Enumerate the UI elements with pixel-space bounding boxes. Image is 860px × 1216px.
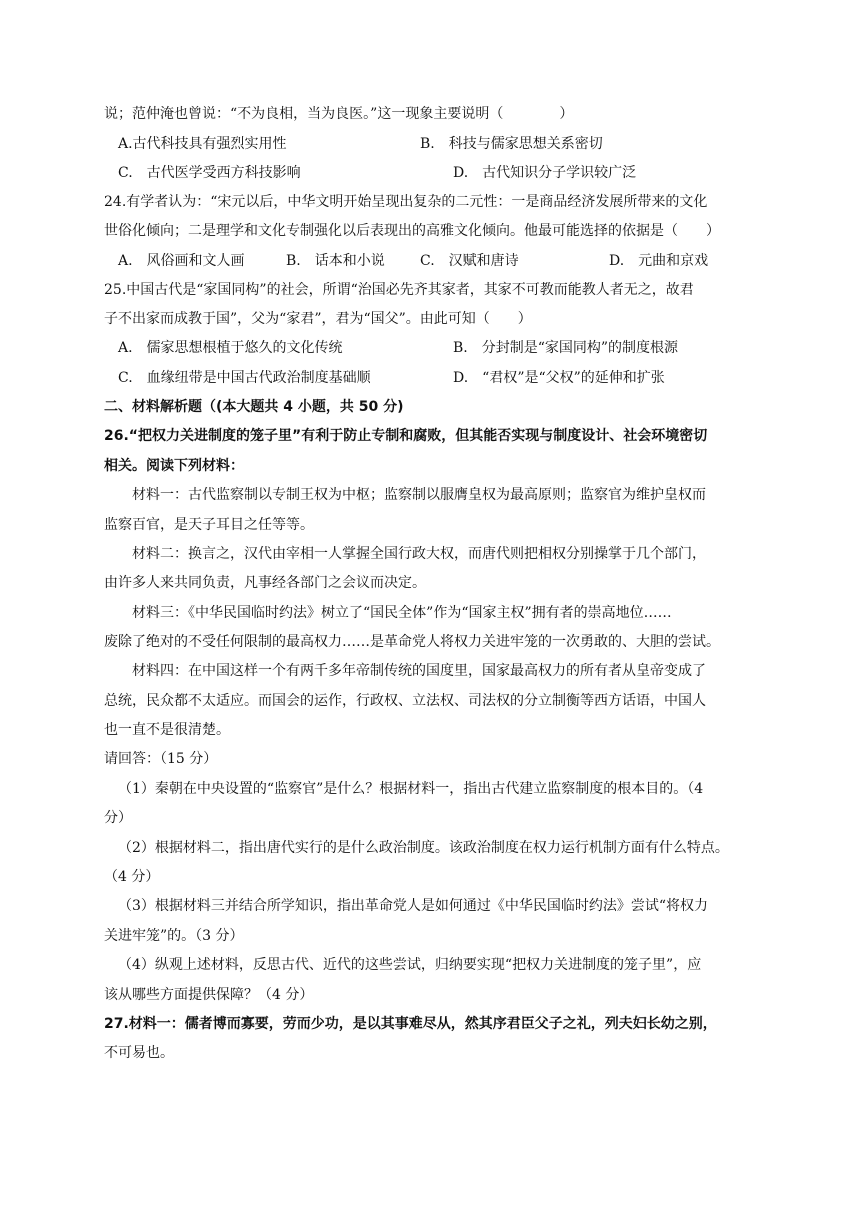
- q26-part-2-line1: （2）根据材料二，指出唐代实行的是什么政治制度。该政治制度在权力运行机制方面有什么特点。: [118, 840, 729, 856]
- q26-part-4-line1: （4）纵观上述材料，反思古代、近代的这些尝试，归纳要实现“把权力关进制度的笼子里”，应: [118, 957, 702, 973]
- q25-option-c: C. 血缘纽带是中国古代政治制度基础顺: [118, 370, 371, 386]
- q26-part-1-line2: 分）: [104, 810, 132, 826]
- q23-stem-tail: 说；范仲淹也曾说：“不为良相，当为良医。”这一现象主要说明（ ）: [104, 106, 574, 122]
- q26-material-1-line2: 监察百官，是天子耳目之任等等。: [104, 517, 314, 533]
- q26-part-2-line2: （4 分）: [104, 869, 160, 885]
- q26-material-3-line2: 废除了绝对的不受任何限制的最高权力……是革命党人将权力关进牢笼的一次勇敢的、大胆的尝试。: [104, 634, 720, 650]
- q26-material-4-line2: 总统，民众都不太适应。而国会的运作，行政权、立法权、司法权的分立制衡等西方话语，中国人: [104, 693, 706, 709]
- q25-stem-line2: 子不出家而成教于国”，父为“家君”，君为“国父”。由此可知（ ）: [104, 311, 532, 327]
- q26-material-3-line1: 材料三：《中华民国临时约法》树立了“国民全体”作为“国家主权”拥有者的崇高地位……: [132, 605, 672, 621]
- q26-answer-prompt: 请回答：（15 分）: [104, 751, 218, 767]
- q26-material-2-line1: 材料二：换言之，汉代由宰相一人掌握全国行政大权，而唐代则把相权分别操掌于几个部门，: [132, 546, 706, 562]
- q27-stem-line2: 不可易也。: [104, 1045, 174, 1061]
- q25-option-b: B. 分封制是“家国同构”的制度根源: [453, 340, 679, 356]
- q24-stem-line1: 24.有学者认为：“宋元以后，中华文明开始呈现出复杂的二元性：一是商品经济发展所带来的文化: [104, 194, 708, 210]
- q26-stem-line2: 相关。阅读下列材料：: [104, 458, 244, 474]
- q25-option-a: A. 儒家思想根植于悠久的文化传统: [118, 340, 343, 356]
- q26-part-3-line2: 关进牢笼”的。（3 分）: [104, 928, 244, 944]
- q24-option-d: D. 元曲和京戏: [609, 253, 709, 269]
- q25-stem-line1: 25.中国古代是“家国同构”的社会，所谓“治国必先齐其家者，其家不可教而能教人者无之，故君: [104, 282, 694, 298]
- section-2-title: 二、材料解析题（(本大题共 4 小题，共 50 分): [104, 399, 404, 415]
- q24-option-b: B. 话本和小说: [286, 253, 385, 269]
- q23-option-d: D. 古代知识分子学识较广泛: [453, 165, 637, 181]
- q26-material-2-line2: 由许多人来共同负责，凡事经各部门之会议而决定。: [104, 575, 426, 591]
- q26-part-4-line2: 该从哪些方面提供保障？（4 分）: [104, 987, 314, 1003]
- q26-part-1-line1: （1）秦朝在中央设置的“监察官”是什么？根据材料一，指出古代建立监察制度的根本目的。（4: [118, 781, 704, 797]
- q27-stem-line1: 27.材料一：儒者博而寡要，劳而少功，是以其事难尽从，然其序君臣父子之礼，列夫妇长幼之别，: [104, 1016, 717, 1032]
- q26-stem-line1: 26.“把权力关进制度的笼子里”有利于防止专制和腐败，但其能否实现与制度设计、社会环境密切: [104, 428, 708, 444]
- q24-stem-line2: 世俗化倾向；二是理学和文化专制强化以后表现出的高雅文化倾向。他最可能选择的依据是（ ）: [104, 223, 720, 239]
- q26-material-4-line1: 材料四：在中国这样一个有两千多年帝制传统的国度里，国家最高权力的所有者从皇帝变成了: [132, 663, 706, 679]
- q24-option-c: C. 汉赋和唐诗: [420, 253, 519, 269]
- q26-material-4-line3: 也一直不是很清楚。: [104, 722, 230, 738]
- q26-material-1-line1: 材料一：古代监察制以专制王权为中枢；监察制以服膺皇权为最高原则；监察官为维护皇权而: [132, 487, 706, 503]
- q23-option-c: C. 古代医学受西方科技影响: [118, 165, 301, 181]
- q23-option-a: A.古代科技具有强烈实用性: [118, 136, 287, 152]
- q26-part-3-line1: （3）根据材料三并结合所学知识，指出革命党人是如何通过《中华民国临时约法》尝试“将权力: [118, 898, 709, 914]
- q24-option-a: A. 风俗画和文人画: [118, 253, 245, 269]
- q23-option-b: B. 科技与儒家思想关系密切: [420, 136, 603, 152]
- q25-option-d: D. “君权”是“父权”的延伸和扩张: [453, 370, 665, 386]
